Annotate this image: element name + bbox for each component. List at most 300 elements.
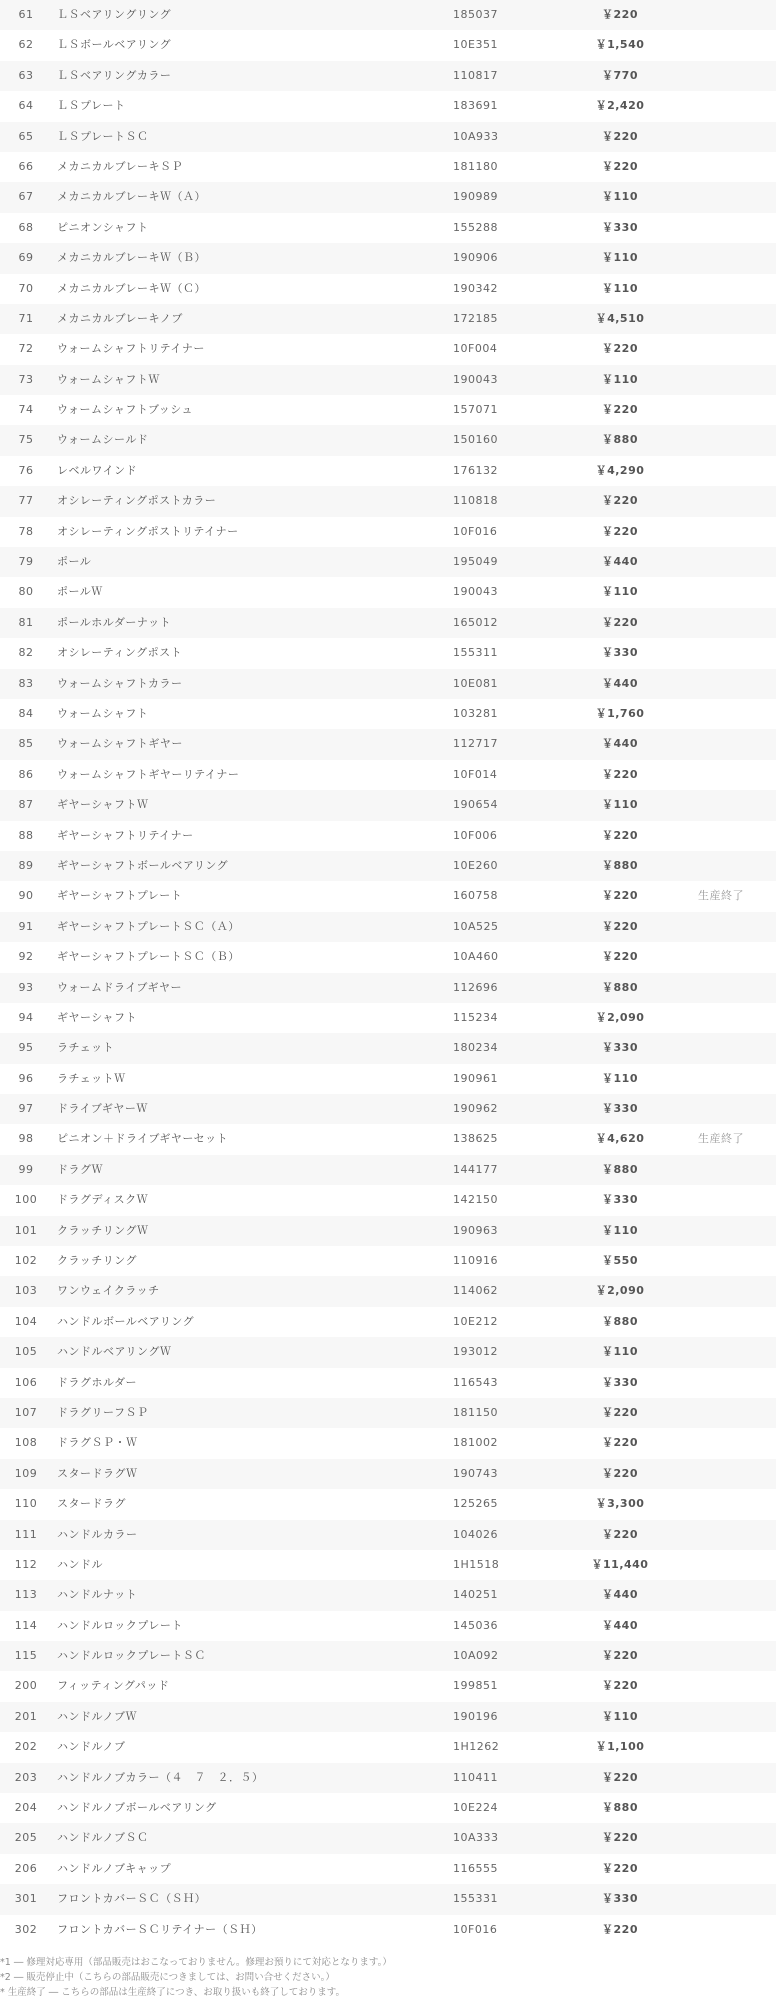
part-name: ハンドルノブキャップ [57, 1861, 172, 1875]
part-number: 78 [18, 524, 34, 538]
part-code: 10E351 [453, 38, 498, 52]
part-price: ￥220 [602, 129, 638, 143]
part-name: ウォームシャフトギヤーリテイナー [57, 767, 240, 781]
part-price: ￥1,100 [595, 1740, 645, 1754]
part-number: 75 [18, 433, 34, 447]
part-name: ハンドルロックプレート [57, 1618, 183, 1632]
footnote-discontinued: * 生産終了 ― こちらの部品は生産終了につき、お取り扱いも終了しております。 [0, 1987, 345, 1998]
part-number: 108 [14, 1436, 38, 1450]
part-number: 203 [14, 1770, 38, 1784]
part-number: 98 [18, 1132, 34, 1146]
part-name: ドラグＷ [57, 1162, 103, 1176]
part-price: ￥330 [602, 646, 638, 660]
part-price: ￥880 [602, 1801, 638, 1815]
table-row [0, 1246, 776, 1276]
part-code: 176132 [453, 463, 498, 477]
part-price: ￥110 [602, 251, 638, 265]
part-price: ￥110 [602, 1071, 638, 1085]
part-name: ＬＳベアリングリング [57, 8, 172, 21]
table-row [0, 1611, 776, 1641]
part-code: 190743 [453, 1466, 498, 1480]
table-row [0, 1763, 776, 1793]
part-name: オシレーティングポストカラー [57, 494, 217, 508]
part-number: 83 [18, 676, 34, 690]
part-code: 140251 [453, 1588, 498, 1602]
table-row [0, 182, 776, 212]
part-name: ドラグディスクＷ [57, 1193, 149, 1207]
part-name: ウォームシャフトリテイナー [57, 342, 205, 356]
part-price: ￥4,620 [595, 1132, 645, 1146]
part-number: 205 [14, 1831, 38, 1845]
part-price: ￥330 [602, 1041, 638, 1055]
part-price: ￥220 [602, 615, 638, 629]
part-code: 142150 [453, 1193, 498, 1207]
table-row [0, 851, 776, 881]
part-name: クラッチリングＷ [57, 1223, 149, 1237]
part-name: メカニカルブレーキＷ（Ｂ） [57, 251, 207, 265]
part-number: 94 [18, 1010, 34, 1024]
part-price: ￥440 [602, 737, 638, 751]
part-price: ￥110 [602, 1345, 638, 1359]
part-number: 115 [14, 1649, 38, 1663]
table-row [0, 1307, 776, 1337]
part-name: レベルワインド [57, 463, 138, 477]
part-number: 67 [18, 190, 34, 204]
part-price: ￥330 [602, 1102, 638, 1116]
part-price: ￥4,290 [595, 463, 645, 477]
part-price: ￥220 [602, 1649, 638, 1663]
part-name: ギヤーシャフトＷ [57, 798, 149, 812]
table-row [0, 1854, 776, 1884]
part-number: 80 [18, 585, 34, 599]
part-price: ￥440 [602, 1588, 638, 1602]
part-price: ￥3,300 [595, 1497, 645, 1511]
part-price: ￥770 [602, 68, 638, 82]
table-row [0, 1823, 776, 1853]
part-number: 97 [18, 1102, 34, 1116]
part-number: 102 [14, 1254, 38, 1268]
part-code: 183691 [453, 99, 498, 113]
part-code: 10A933 [453, 129, 499, 143]
part-number: 301 [14, 1892, 38, 1906]
part-name: ウォームシャフトＷ [57, 372, 160, 386]
part-code: 190342 [453, 281, 498, 295]
part-number: 99 [18, 1162, 34, 1176]
part-name: ポールＷ [57, 585, 103, 599]
part-number: 100 [14, 1193, 38, 1207]
part-name: ウォームシャフトブッシュ [57, 403, 194, 417]
part-name: ドラグホルダー [57, 1375, 138, 1389]
part-number: 90 [18, 889, 34, 903]
part-number: 107 [14, 1405, 38, 1419]
table-row [0, 1337, 776, 1367]
part-code: 195049 [453, 555, 498, 569]
table-row [0, 122, 776, 152]
part-name: ウォームドライブギヤー [57, 980, 182, 994]
part-price: ￥4,510 [595, 311, 645, 325]
part-name: ウォームシャフトカラー [57, 676, 183, 690]
table-row [0, 395, 776, 425]
part-number: 96 [18, 1071, 34, 1085]
part-name: クラッチリング [57, 1254, 138, 1268]
part-number: 71 [18, 311, 34, 325]
part-number: 86 [18, 767, 34, 781]
part-number: 110 [14, 1497, 38, 1511]
part-name: ドライブギヤーＷ [57, 1102, 148, 1116]
part-code: 116543 [453, 1375, 498, 1389]
part-name: ハンドルノブ [57, 1740, 126, 1754]
part-name: フロントカバーＳＣリテイナー（ＳＨ） [57, 1922, 263, 1936]
part-number: 111 [14, 1527, 38, 1541]
part-name: ハンドル [57, 1557, 103, 1571]
part-number: 88 [18, 828, 34, 842]
table-row [0, 1671, 776, 1701]
part-price: ￥220 [602, 1405, 638, 1419]
part-code: 116555 [453, 1861, 498, 1875]
part-price: ￥880 [602, 433, 638, 447]
part-name: ＬＳプレートＳＣ [57, 129, 149, 143]
table-row [0, 1155, 776, 1185]
part-name: ウォームシャフト [57, 706, 149, 720]
footnote-repair-only: *1 ― 修理対応専用（部品販売はおこなっておりません。修理お預りにて対応となります。） [0, 1957, 392, 1968]
table-row [0, 1033, 776, 1063]
part-price: ￥220 [602, 889, 638, 903]
table-row [0, 638, 776, 668]
part-price: ￥880 [602, 858, 638, 872]
part-status: 生産終了 [698, 1132, 744, 1146]
table-row [0, 486, 776, 516]
part-name: ギヤーシャフトボールベアリング [57, 858, 229, 872]
table-row [0, 821, 776, 851]
table-row [0, 760, 776, 790]
part-code: 10A333 [453, 1831, 499, 1845]
part-price: ￥220 [602, 8, 638, 21]
table-row [0, 547, 776, 577]
part-name: ギヤーシャフトプレートＳＣ（Ｂ） [57, 950, 240, 964]
part-code: 10F006 [453, 828, 498, 842]
part-price: ￥330 [602, 220, 638, 234]
table-row [0, 425, 776, 455]
part-name: ＬＳプレート [57, 99, 126, 113]
part-number: 112 [14, 1557, 38, 1571]
part-number: 106 [14, 1375, 38, 1389]
part-name: ＬＳボールベアリング [57, 38, 172, 52]
part-name: メカニカルブレーキＷ（Ａ） [57, 190, 207, 204]
part-number: 82 [18, 646, 34, 660]
footnote-sales-suspended: *2 ― 販売停止中（こちらの部品販売につきましては、お問い合せください。） [0, 1972, 335, 1983]
part-number: 201 [14, 1709, 38, 1723]
part-price: ￥220 [602, 1679, 638, 1693]
part-code: 181002 [453, 1436, 498, 1450]
part-price: ￥1,760 [595, 706, 645, 720]
part-number: 79 [18, 555, 34, 569]
part-price: ￥220 [602, 1831, 638, 1845]
part-price: ￥220 [602, 1770, 638, 1784]
part-name: ハンドルノブＳＣ [57, 1831, 149, 1845]
part-number: 66 [18, 159, 34, 173]
table-row [0, 1520, 776, 1550]
part-name: ポールホルダーナット [57, 615, 172, 629]
part-code: 190196 [453, 1709, 498, 1723]
part-price: ￥110 [602, 798, 638, 812]
part-price: ￥220 [602, 524, 638, 538]
part-code: 10F014 [453, 767, 498, 781]
part-name: フロントカバーＳＣ（ＳＨ） [57, 1892, 207, 1906]
part-code: 10F016 [453, 524, 498, 538]
part-number: 200 [14, 1679, 38, 1693]
part-number: 72 [18, 342, 34, 356]
table-row [0, 577, 776, 607]
part-code: 10E260 [453, 858, 498, 872]
part-number: 65 [18, 129, 34, 143]
part-code: 181180 [453, 159, 498, 173]
part-number: 95 [18, 1041, 34, 1055]
part-number: 91 [18, 919, 34, 933]
part-price: ￥220 [602, 494, 638, 508]
part-code: 10E081 [453, 676, 498, 690]
part-name: ハンドルベアリングＷ [57, 1345, 172, 1359]
part-number: 63 [18, 68, 34, 82]
part-price: ￥110 [602, 372, 638, 386]
table-row [0, 1428, 776, 1458]
table-row [0, 1793, 776, 1823]
part-number: 64 [18, 99, 34, 113]
table-row [0, 1732, 776, 1762]
part-code: 190654 [453, 798, 498, 812]
part-name: スタードラグＷ [57, 1466, 138, 1480]
part-code: 10A525 [453, 919, 499, 933]
table-row [0, 942, 776, 972]
part-code: 112717 [453, 737, 498, 751]
part-code: 157071 [453, 403, 498, 417]
part-price: ￥110 [602, 190, 638, 204]
part-name: ギヤーシャフトリテイナー [57, 828, 194, 842]
table-row [0, 881, 776, 911]
part-name: ラチェット [57, 1041, 115, 1055]
part-number: 206 [14, 1861, 38, 1875]
part-price: ￥2,090 [595, 1284, 645, 1298]
part-price: ￥880 [602, 1162, 638, 1176]
table-row [0, 1398, 776, 1428]
part-price: ￥220 [602, 1922, 638, 1936]
part-number: 92 [18, 950, 34, 964]
part-name: ワンウェイクラッチ [57, 1284, 160, 1298]
part-price: ￥440 [602, 555, 638, 569]
part-status: 生産終了 [698, 889, 744, 903]
table-row [0, 1641, 776, 1671]
part-number: 62 [18, 38, 34, 52]
part-name: ハンドルノブカラー（４ ７ ２．５） [57, 1770, 264, 1784]
part-number: 93 [18, 980, 34, 994]
part-number: 114 [14, 1618, 38, 1632]
part-name: ウォームシャフトギヤー [57, 737, 183, 751]
table-row [0, 973, 776, 1003]
part-price: ￥220 [602, 403, 638, 417]
part-price: ￥2,420 [595, 99, 645, 113]
part-name: ハンドルボールベアリング [57, 1314, 195, 1328]
part-name: オシレーティングポスト [57, 646, 183, 660]
part-number: 103 [14, 1284, 38, 1298]
part-name: メカニカルブレーキＷ（Ｃ） [57, 281, 207, 295]
table-row [0, 456, 776, 486]
table-row [0, 1185, 776, 1215]
part-code: 160758 [453, 889, 498, 903]
footnotes [0, 1955, 776, 2000]
part-code: 110411 [453, 1770, 498, 1784]
part-code: 10E224 [453, 1801, 498, 1815]
part-code: 144177 [453, 1162, 498, 1176]
part-number: 84 [18, 706, 34, 720]
part-code: 103281 [453, 706, 498, 720]
table-row [0, 790, 776, 820]
part-name: フィッティングパッド [57, 1679, 170, 1693]
part-code: 190989 [453, 190, 498, 204]
part-name: ギヤーシャフトプレートＳＣ（Ａ） [57, 919, 240, 933]
part-code: 138625 [453, 1132, 498, 1146]
part-name: ピニオン＋ドライブギヤーセット [57, 1132, 229, 1146]
part-code: 181150 [453, 1405, 498, 1419]
part-price: ￥110 [602, 1223, 638, 1237]
table-row [0, 912, 776, 942]
part-price: ￥330 [602, 1892, 638, 1906]
part-name: ウォームシールド [57, 433, 149, 447]
part-number: 69 [18, 251, 34, 265]
part-code: 185037 [453, 8, 498, 21]
part-code: 190962 [453, 1102, 498, 1116]
table-row [0, 1094, 776, 1124]
table-row [0, 517, 776, 547]
table-row [0, 1884, 776, 1914]
part-name: ハンドルカラー [57, 1527, 138, 1541]
part-price: ￥220 [602, 342, 638, 356]
part-number: 68 [18, 220, 34, 234]
part-code: 125265 [453, 1497, 498, 1511]
part-code: 10A092 [453, 1649, 499, 1663]
table-row [0, 30, 776, 60]
part-price: ￥220 [602, 767, 638, 781]
part-code: 115234 [453, 1010, 498, 1024]
part-number: 74 [18, 403, 34, 417]
part-name: ドラグリーフＳＰ [57, 1405, 149, 1419]
part-number: 81 [18, 615, 34, 629]
part-number: 302 [14, 1922, 38, 1936]
part-number: 77 [18, 494, 34, 508]
part-price: ￥220 [602, 950, 638, 964]
part-number: 87 [18, 798, 34, 812]
part-price: ￥440 [602, 676, 638, 690]
part-code: 190906 [453, 251, 498, 265]
part-number: 104 [14, 1314, 38, 1328]
part-price: ￥220 [602, 1436, 638, 1450]
part-number: 73 [18, 372, 34, 386]
table-row [0, 608, 776, 638]
part-price: ￥880 [602, 980, 638, 994]
table-row [0, 1459, 776, 1489]
part-code: 10F004 [453, 342, 498, 356]
table-row [0, 669, 776, 699]
table-row [0, 1064, 776, 1094]
part-code: 193012 [453, 1345, 498, 1359]
part-name: ドラグＳＰ・Ｗ [57, 1436, 138, 1450]
part-name: ピニオンシャフト [57, 220, 149, 234]
part-price: ￥880 [602, 1314, 638, 1328]
part-price: ￥110 [602, 585, 638, 599]
table-row [0, 0, 776, 30]
table-row [0, 243, 776, 273]
table-row [0, 365, 776, 395]
table-row [0, 91, 776, 121]
part-price: ￥11,440 [591, 1557, 649, 1571]
part-name: ラチェットＷ [57, 1071, 126, 1085]
part-number: 204 [14, 1801, 38, 1815]
part-code: 155311 [453, 646, 498, 660]
part-price: ￥440 [602, 1618, 638, 1632]
table-row [0, 1216, 776, 1246]
table-row [0, 152, 776, 182]
part-number: 89 [18, 858, 34, 872]
part-price: ￥1,540 [595, 38, 645, 52]
part-code: 110818 [453, 494, 498, 508]
part-code: 199851 [453, 1679, 498, 1693]
table-row [0, 1915, 776, 1945]
part-code: 10E212 [453, 1314, 498, 1328]
table-row [0, 213, 776, 243]
part-code: 172185 [453, 311, 498, 325]
part-name: ハンドルノブボールベアリング [57, 1801, 217, 1815]
part-price: ￥220 [602, 1861, 638, 1875]
part-number: 202 [14, 1740, 38, 1754]
part-name: ハンドルノブＷ [57, 1709, 138, 1723]
table-row [0, 729, 776, 759]
part-number: 101 [14, 1223, 38, 1237]
part-number: 109 [14, 1466, 38, 1480]
table-row [0, 1368, 776, 1398]
part-code: 110916 [453, 1254, 498, 1268]
part-name: メカニカルブレーキＳＰ [57, 159, 184, 173]
part-price: ￥330 [602, 1193, 638, 1207]
table-row [0, 61, 776, 91]
part-name: オシレーティングポストリテイナー [57, 524, 239, 538]
part-price: ￥220 [602, 1527, 638, 1541]
table-row [0, 334, 776, 364]
part-code: 104026 [453, 1527, 498, 1541]
table-row [0, 1489, 776, 1519]
part-price: ￥220 [602, 1466, 638, 1480]
part-code: 180234 [453, 1041, 498, 1055]
table-row [0, 1003, 776, 1033]
part-code: 190043 [453, 372, 498, 386]
part-price: ￥330 [602, 1375, 638, 1389]
part-name: ＬＳベアリングカラー [57, 68, 172, 82]
table-row [0, 1550, 776, 1580]
part-price: ￥110 [602, 281, 638, 295]
table-row [0, 274, 776, 304]
table-row [0, 1124, 776, 1154]
table-row [0, 1276, 776, 1306]
table-row [0, 1702, 776, 1732]
part-price: ￥110 [602, 1709, 638, 1723]
part-name: ポール [57, 555, 92, 569]
part-name: ギヤーシャフトプレート [57, 889, 183, 903]
part-number: 70 [18, 281, 34, 295]
part-code: 145036 [453, 1618, 498, 1632]
part-code: 190043 [453, 585, 498, 599]
part-name: スタードラグ [57, 1497, 126, 1511]
part-code: 150160 [453, 433, 498, 447]
part-code: 190961 [453, 1071, 498, 1085]
part-name: メカニカルブレーキノブ [57, 311, 183, 325]
part-code: 190963 [453, 1223, 498, 1237]
